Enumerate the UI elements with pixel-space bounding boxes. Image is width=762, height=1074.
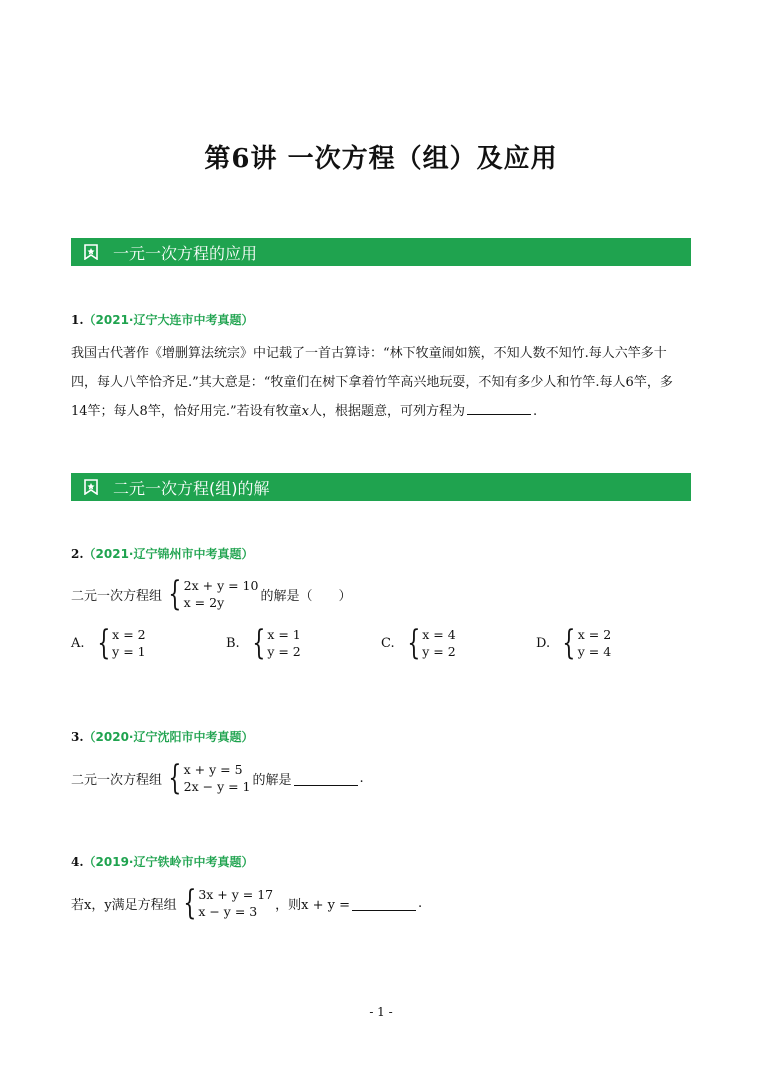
page-number: - 1 - [369, 1005, 393, 1019]
question-text: 的解是 [252, 772, 292, 788]
bookmark-star-icon [71, 238, 111, 266]
option-label: A. [71, 635, 85, 651]
equation: y = 4 [577, 644, 612, 659]
question-4-stem: 若x，y满足方程组 { 3x + y = 17 x − y = 3 ，则x + y = . [71, 883, 423, 923]
question-source: （2021·辽宁锦州市中考真题） [83, 547, 254, 561]
question-2-stem [71, 574, 352, 614]
equation: 2x − y = 1 [183, 779, 251, 794]
equation: y = 2 [267, 644, 301, 659]
question-text: 的解是（ ） [260, 588, 352, 604]
option-label: D. [536, 635, 551, 651]
question-text-line: 我国古代著作《增删算法统宗》中记载了一首古算诗：“林下牧童闹如簇，不知人数不知竹.每人六竿多十 [71, 346, 667, 361]
equation: x = 2 [112, 627, 146, 642]
equation: x = 2 [577, 627, 612, 642]
question-number: 3. [71, 730, 84, 744]
answer-blank[interactable] [294, 771, 358, 786]
question-text: 二元一次方程组 [71, 772, 163, 788]
section-header-2 [71, 473, 691, 501]
question-source: （2021·辽宁大连市中考真题） [83, 313, 254, 327]
answer-blank[interactable] [352, 896, 416, 911]
question-text-line: 14竿；每人8竿，恰好用完.”若设有牧童x人，根据题意，可列方程为 . [71, 397, 696, 426]
equation: y = 2 [422, 644, 456, 659]
option-label: B. [226, 635, 240, 651]
equation: x + y = 5 [183, 762, 243, 777]
option-c[interactable]: C. { x = 4 y = 2 [381, 623, 456, 663]
question-number: 4. [71, 855, 84, 869]
option-a[interactable]: A. { x = 2 y = 1 [71, 623, 146, 663]
question-number: 1. [71, 313, 84, 327]
equation: y = 1 [112, 644, 146, 659]
equation-system: { 2x + y = 10 x = 2y [168, 574, 259, 614]
question-1-body [71, 339, 696, 426]
equation: x = 4 [422, 627, 456, 642]
question-text: 二元一次方程组 [71, 588, 163, 604]
section-title: 二元一次方程(组)的解 [113, 478, 270, 498]
equation: 2x + y = 10 [183, 578, 259, 593]
question-3-header [71, 728, 254, 745]
answer-blank[interactable] [467, 400, 531, 415]
option-d[interactable]: D. { x = 2 y = 4 [536, 623, 612, 663]
section-header-1 [71, 238, 691, 266]
question-3-stem: 二元一次方程组 { x + y = 5 2x − y = 1 的解是 . [71, 758, 364, 798]
variable: x [301, 404, 309, 419]
section-title: 一元一次方程的应用 [113, 243, 258, 263]
question-number: 2. [71, 547, 84, 561]
option-label: C. [381, 635, 395, 651]
question-text-line: 四，每人八竿恰齐足.”其大意是：“牧童们在树下拿着竹竿高兴地玩耍，不知有多少人和竹竿.每人6竿，多 [71, 375, 673, 390]
question-source: （2020·辽宁沈阳市中考真题） [83, 730, 254, 744]
bookmark-star-icon [71, 473, 111, 501]
question-1-header [71, 311, 254, 328]
equation: x = 1 [267, 627, 301, 642]
equation: 3x + y = 17 [198, 887, 274, 902]
page-title: 第6讲 一次方程（组）及应用 [204, 144, 558, 174]
equation: x − y = 3 [198, 904, 258, 919]
equation-system: { 3x + y = 17 x − y = 3 [183, 883, 274, 923]
question-2-header [71, 545, 254, 562]
question-4-header [71, 853, 254, 870]
question-text: ，则x + y = [275, 897, 350, 913]
question-source: （2019·辽宁铁岭市中考真题） [83, 855, 254, 869]
question-text: 若x，y满足方程组 [71, 897, 177, 913]
equation-system: { x + y = 5 2x − y = 1 [168, 758, 251, 798]
equation: x = 2y [183, 595, 225, 610]
option-b[interactable]: B. { x = 1 y = 2 [226, 623, 301, 663]
